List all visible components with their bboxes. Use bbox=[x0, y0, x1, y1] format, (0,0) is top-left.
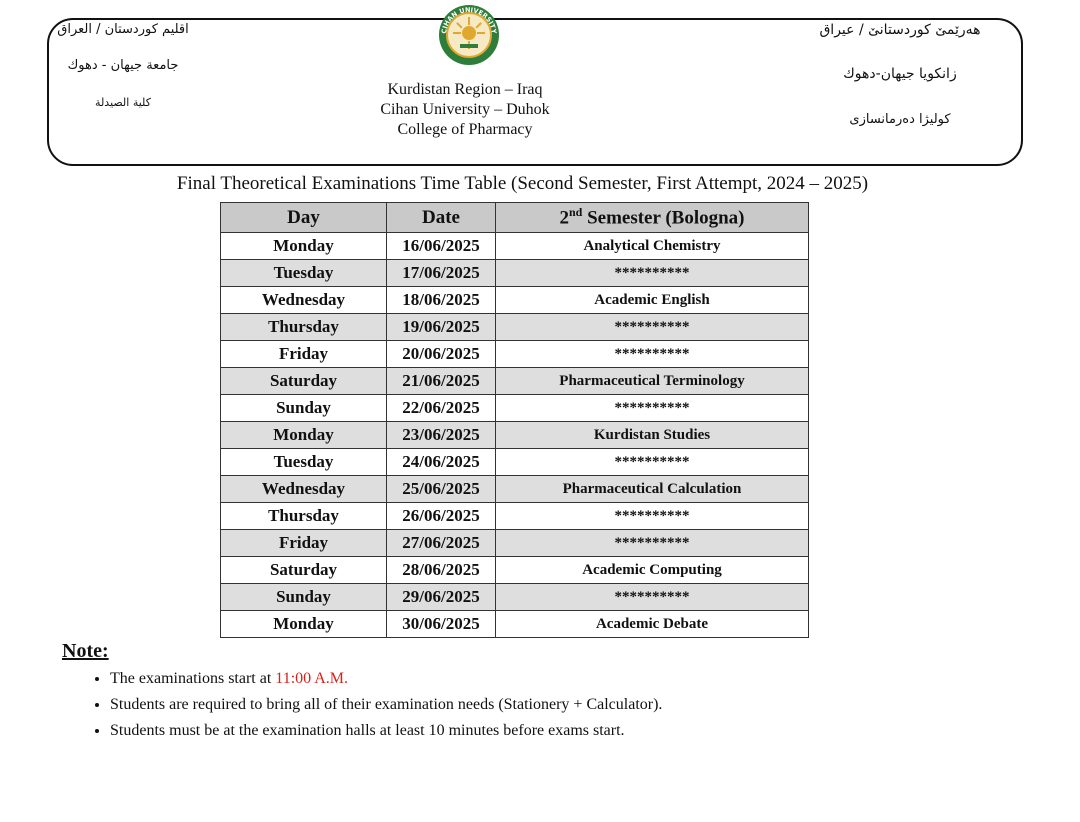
subject-cell: Academic Computing bbox=[496, 557, 809, 584]
date-cell: 29/06/2025 bbox=[387, 584, 496, 611]
day-cell: Thursday bbox=[221, 503, 387, 530]
day-cell: Sunday bbox=[221, 395, 387, 422]
day-cell: Saturday bbox=[221, 557, 387, 584]
date-cell: 21/06/2025 bbox=[387, 368, 496, 395]
subject-cell: Pharmaceutical Terminology bbox=[496, 368, 809, 395]
table-row bbox=[221, 530, 809, 557]
day-cell: Friday bbox=[221, 341, 387, 368]
exam-timetable bbox=[220, 202, 809, 638]
note-item: • Students are required to bring all of their examination needs (Stationery + Calculator). bbox=[110, 692, 662, 718]
arabic-university: جامعة جيهان - دهوك bbox=[67, 58, 179, 73]
date-cell: 19/06/2025 bbox=[387, 314, 496, 341]
arabic-region: اقليم كوردستان / العراق bbox=[57, 22, 189, 37]
kurdish-college: كوليژا دەرمانسازى bbox=[849, 112, 951, 127]
day-cell: Saturday bbox=[221, 368, 387, 395]
day-cell: Wednesday bbox=[221, 476, 387, 503]
subject-cell: Academic English bbox=[496, 287, 809, 314]
header-date: Date bbox=[387, 203, 496, 233]
header-semester: 2nd Semester (Bologna) bbox=[496, 203, 809, 233]
date-cell: 18/06/2025 bbox=[387, 287, 496, 314]
table-row bbox=[221, 584, 809, 611]
timetable-body bbox=[221, 233, 809, 638]
table-row bbox=[221, 395, 809, 422]
table-row bbox=[221, 611, 809, 638]
day-cell: Thursday bbox=[221, 314, 387, 341]
kurdish-university: زانكويا جيهان-دهوك bbox=[843, 66, 957, 82]
table-row bbox=[221, 503, 809, 530]
english-university: Cihan University – Duhok bbox=[380, 101, 550, 118]
subject-cell: ********** bbox=[496, 503, 809, 530]
date-cell: 24/06/2025 bbox=[387, 449, 496, 476]
note-title: Note: bbox=[62, 640, 109, 662]
english-header bbox=[360, 80, 570, 140]
header-day: Day bbox=[221, 203, 387, 233]
date-cell: 26/06/2025 bbox=[387, 503, 496, 530]
date-cell: 25/06/2025 bbox=[387, 476, 496, 503]
table-row bbox=[221, 314, 809, 341]
date-cell: 16/06/2025 bbox=[387, 233, 496, 260]
table-row bbox=[221, 422, 809, 449]
subject-cell: ********** bbox=[496, 341, 809, 368]
date-cell: 22/06/2025 bbox=[387, 395, 496, 422]
day-cell: Sunday bbox=[221, 584, 387, 611]
day-cell: Monday bbox=[221, 233, 387, 260]
start-time-highlight: 11:00 A.M. bbox=[275, 670, 349, 687]
subject-cell: Analytical Chemistry bbox=[496, 233, 809, 260]
date-cell: 23/06/2025 bbox=[387, 422, 496, 449]
subject-cell: Pharmaceutical Calculation bbox=[496, 476, 809, 503]
arabic-college: كلية الصيدلة bbox=[95, 96, 151, 109]
note-item: • The examinations start at 11:00 A.M. bbox=[110, 666, 662, 692]
page-title: Final Theoretical Examinations Time Table (Second Semester, First Attempt, 2024 – 2025) bbox=[176, 173, 869, 194]
table-row bbox=[221, 287, 809, 314]
day-cell: Friday bbox=[221, 530, 387, 557]
table-header-row bbox=[221, 203, 809, 233]
day-cell: Wednesday bbox=[221, 287, 387, 314]
subject-cell: Academic Debate bbox=[496, 611, 809, 638]
subject-cell: ********** bbox=[496, 260, 809, 287]
university-logo-icon bbox=[438, 4, 500, 66]
subject-cell: Kurdistan Studies bbox=[496, 422, 809, 449]
date-cell: 20/06/2025 bbox=[387, 341, 496, 368]
english-college: College of Pharmacy bbox=[397, 121, 533, 138]
date-cell: 27/06/2025 bbox=[387, 530, 496, 557]
kurdish-region: هەرێمێ کوردستانێ / عیراق bbox=[819, 22, 981, 38]
note-item: • Students must be at the examination halls at least 10 minutes before exams start. bbox=[110, 718, 662, 744]
day-cell: Monday bbox=[221, 611, 387, 638]
table-row bbox=[221, 476, 809, 503]
day-cell: Tuesday bbox=[221, 449, 387, 476]
logo-text: CIHAN UNIVERSITY bbox=[439, 5, 499, 35]
subject-cell: ********** bbox=[496, 449, 809, 476]
day-cell: Tuesday bbox=[221, 260, 387, 287]
date-cell: 28/06/2025 bbox=[387, 557, 496, 584]
table-row bbox=[221, 233, 809, 260]
date-cell: 17/06/2025 bbox=[387, 260, 496, 287]
table-row bbox=[221, 557, 809, 584]
table-row bbox=[221, 449, 809, 476]
date-cell: 30/06/2025 bbox=[387, 611, 496, 638]
subject-cell: ********** bbox=[496, 584, 809, 611]
table-row bbox=[221, 368, 809, 395]
table-row bbox=[221, 260, 809, 287]
subject-cell: ********** bbox=[496, 314, 809, 341]
table-row bbox=[221, 341, 809, 368]
day-cell: Monday bbox=[221, 422, 387, 449]
notes-list bbox=[90, 666, 662, 744]
subject-cell: ********** bbox=[496, 395, 809, 422]
english-region: Kurdistan Region – Iraq bbox=[387, 81, 543, 98]
subject-cell: ********** bbox=[496, 530, 809, 557]
